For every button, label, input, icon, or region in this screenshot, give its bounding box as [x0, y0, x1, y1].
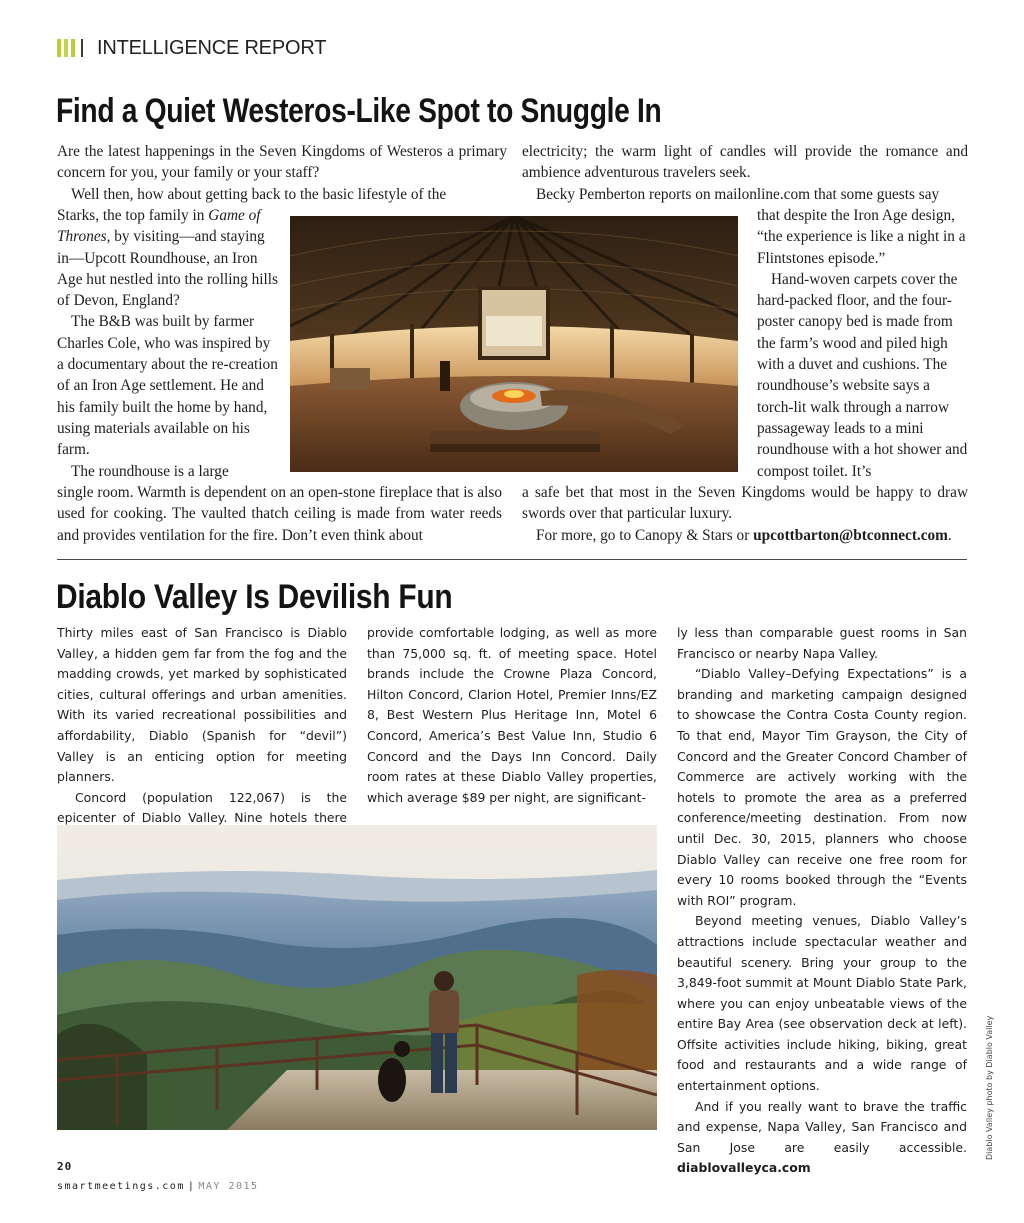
article1-paragraph: Hand-woven carpets cover the hard-packed floor, and the four-poster canopy bed is made from the farm’s wood and piled high with a duvet and cushions. The roundhouse’s website says a torch-lit walk through a narrow passageway leads to a mini roundhouse with a hot shower and compost toilet. It’s — [757, 270, 968, 480]
website-link[interactable]: diablovalleyca.com — [677, 1160, 811, 1176]
article1-right-top — [522, 141, 968, 205]
accent-bar — [64, 39, 68, 57]
diablo-valley-photo — [57, 825, 657, 1130]
article2-paragraph: provide comfortable lodging, as well as more than 75,000 sq. ft. of meeting space. Hotel brands include the Crowne Plaza Concord, Hilton Concord, Clarion Hotel, Premier Inns/EZ 8, Best Western Plus Heritage Inn, Motel 6 Concord, America’s Best Value Inn, Studio 6 Concord and the Days Inn Concord. Daily room rates at these Diablo Valley properties, which average $89 per night, are significant- — [367, 625, 657, 805]
article2-column-2 — [367, 623, 657, 808]
article1-paragraph: that despite the Iron Age design, “the experience is like a night in a Flintstones episode.” — [757, 207, 966, 267]
article1-paragraph: electricity; the warm light of candles will provide the romance and ambience adventurous travelers seek. — [522, 143, 968, 182]
article-divider — [57, 559, 967, 560]
footer — [57, 1181, 259, 1192]
article1-paragraph: a safe bet that most in the Seven Kingdoms would be happy to draw swords over that particular luxury. — [522, 484, 968, 523]
article1-paragraph: The B&B was built by farmer Charles Cole, who was inspired by a documentary about the re-creation of an Iron Age settlement. He and his family built the home by hand, using materials available on his farm. — [57, 313, 278, 459]
article2-paragraph: Thirty miles east of San Francisco is Diablo Valley, a hidden gem far from the fog and the madding crowds, yet marked by sophisticated cities, cultural offerings and urban amenities. With its varied recreational possibilities and affordability, Diablo (Spanish for “devil”) Valley is an enticing option for meeting planners. — [57, 625, 347, 785]
article1-right-column — [757, 205, 969, 482]
footer-site: smartmeetings.com — [57, 1181, 185, 1192]
email-link[interactable]: upcottbarton@btconnect.com — [753, 526, 948, 544]
article1-paragraph: Becky Pemberton reports on mailonline.com that some guests say — [536, 185, 940, 203]
article1-paragraph: Starks, the top family in Game of Thrones, by visiting—and staying in—Upcott Roundhouse, an Iron Age hut nestled into the rolling hills of Devon, England? — [57, 207, 278, 310]
roundhouse-interior-photo — [290, 216, 738, 472]
footer-separator: | — [187, 1181, 196, 1192]
article2-paragraph: Beyond meeting venues, Diablo Valley’s attractions include spectacular weather and beautiful scenery. Bring your group to the 3,849-foot summit at Mount Diablo State Park, where you can enjoy unbeatable views of the entire Bay Area (see observation deck at left). Offsite activities include hiking, biking, great food and restaurants and a wide range of entertainment options. — [677, 913, 967, 1094]
article1-more-info: For more, go to Canopy & Stars or upcottbarton@btconnect.com. — [536, 526, 952, 544]
article1-headline: Find a Quiet Westeros-Like Spot to Snuggle In — [56, 92, 662, 130]
article1-left-bottom — [57, 482, 502, 546]
article1-paragraph: single room. Warmth is dependent on an open-stone fireplace that is also used for cooking. The vaulted thatch ceiling is made from water reeds and provides ventilation for the fire. Don’t even think about — [57, 484, 502, 544]
accent-bar — [71, 39, 75, 57]
article2-column-3 — [677, 623, 967, 1179]
accent-bar — [57, 39, 61, 57]
article1-paragraph: Are the latest happenings in the Seven Kingdoms of Westeros a primary concern for you, your family or your staff? — [57, 143, 507, 182]
article1-left-column — [57, 205, 279, 482]
divider-bar — [81, 39, 83, 57]
section-title: INTELLIGENCE REPORT — [97, 37, 327, 59]
article2-paragraph: Concord (population 122,067) is the epicenter of Diablo Valley. Nine hotels there — [57, 789, 347, 826]
article1-intro — [57, 141, 507, 205]
footer-issue: MAY 2015 — [198, 1181, 259, 1192]
page-number: 20 — [57, 1160, 73, 1173]
show-title: Game of Thrones — [57, 207, 261, 246]
article1-right-bottom — [522, 482, 968, 546]
photo-credit: Diablo Valley photo by Diablo Valley — [985, 1015, 994, 1160]
article1-paragraph: Well then, how about getting back to the basic lifestyle of the — [71, 185, 447, 203]
article1-paragraph: The roundhouse is a large — [71, 462, 229, 480]
article2-paragraph: “Diablo Valley–Defying Expectations” is a branding and marketing campaign designed to showcase the Contra Costa County region. To that end, Mayor Tim Grayson, the City of Concord and the Greater Concord Chamber of Commerce are actively working with the hotels to promote the area as a preferred conference/meeting destination. From now until Dec. 30, 2015, planners who choose Diablo Valley can receive one free room for every 10 rooms booked through the “Events with ROI” program. — [677, 666, 967, 908]
article2-paragraph: ly less than comparable guest rooms in San Francisco or nearby Napa Valley. — [677, 625, 967, 661]
article2-column-1 — [57, 623, 347, 850]
article2-paragraph: And if you really want to brave the traffic and expense, Napa Valley, San Francisco and San Jose are easily accessible. diablovalleyca.com — [677, 1098, 967, 1176]
article2-headline: Diablo Valley Is Devilish Fun — [56, 578, 453, 616]
